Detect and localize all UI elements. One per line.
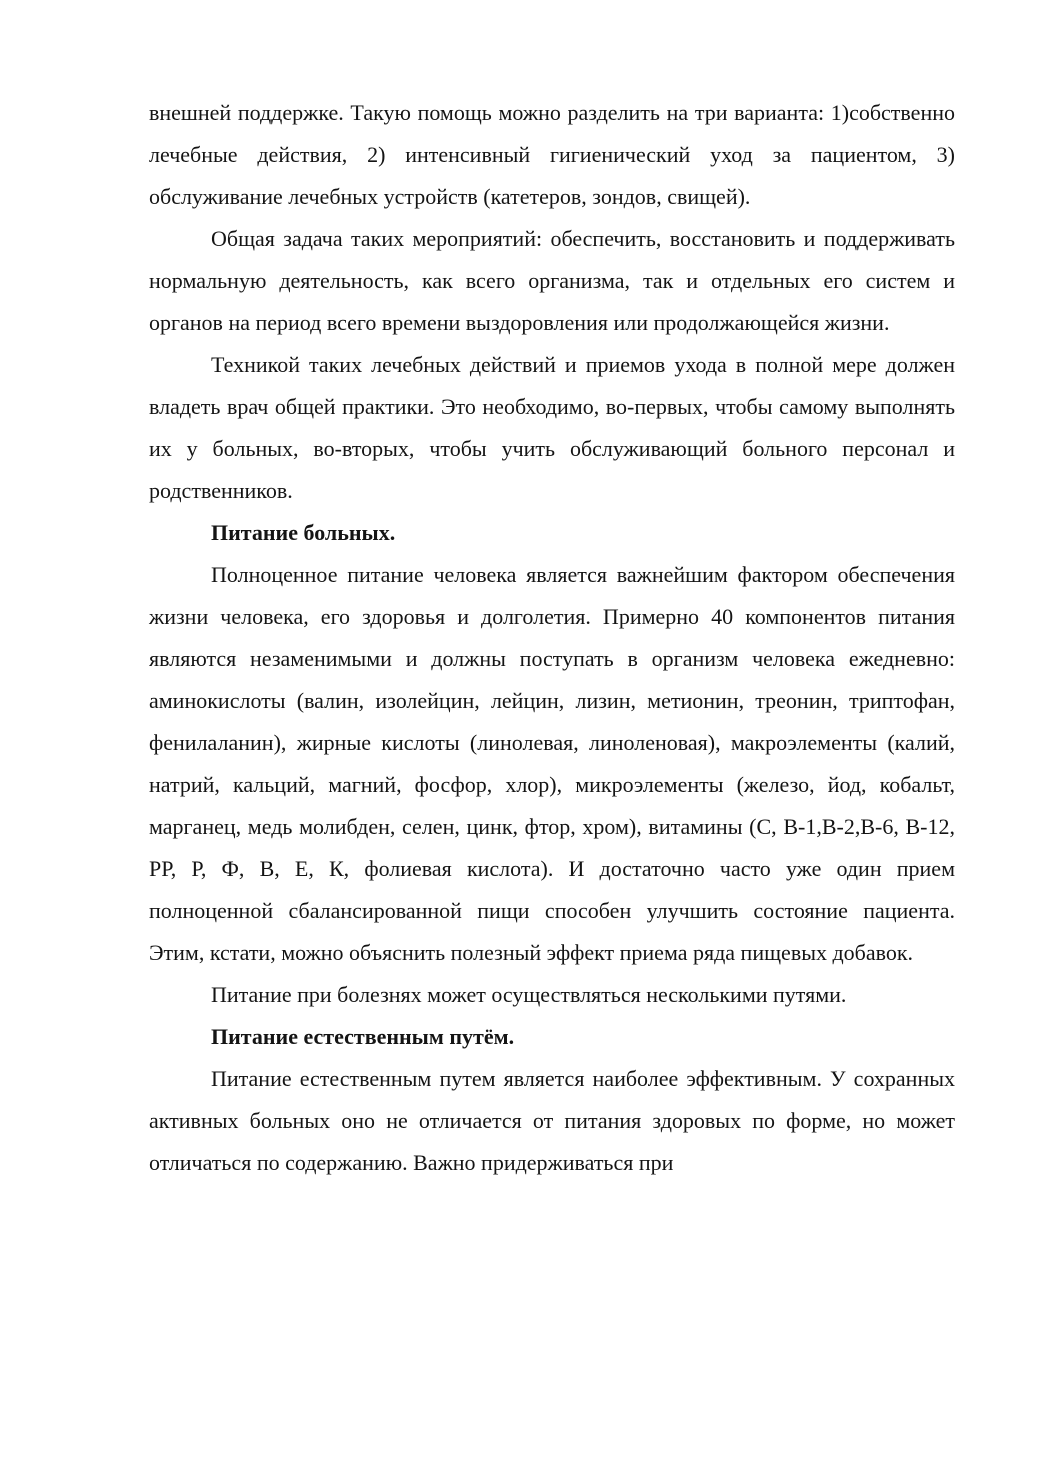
paragraph-continuation: внешней поддержке. Такую помощь можно разделить на три варианта: 1)собственно лечебные действия, 2) интенсивный гигиенический уход за пациентом, 3) обслуживание лечебных устройств (катетеров, зондов, свищей). (149, 100, 955, 209)
section-heading-natural-feeding: Питание естественным путём. (211, 1024, 515, 1049)
paragraph-general-task: Общая задача таких мероприятий: обеспечить, восстановить и поддерживать нормальную деятельность, как всего организма, так и отдельных его систем и органов на период всего времени выздоровления или продолжающейся жизни. (149, 226, 955, 335)
paragraph-technique: Техникой таких лечебных действий и приемов ухода в полной мере должен владеть врач общей практики. Это необходимо, во-первых, чтобы самому выполнять их у больных, во-вторых, чтобы учить обслуживающий больного персонал и родственников. (149, 352, 955, 503)
paragraph-natural-feeding: Питание естественным путем является наиболее эффективным. У сохранных активных больных оно не отличается от питания здоровых по форме, но может отличаться по содержанию. Важно придерживаться при (149, 1066, 955, 1175)
paragraph-nutrition-paths: Питание при болезнях может осуществляться несколькими путями. (211, 982, 847, 1007)
section-heading-nutrition: Питание больных. (211, 520, 396, 545)
paragraph-nutrition: Полноценное питание человека является важнейшим фактором обеспечения жизни человека, его здоровья и долголетия. Примерно 40 компонентов питания являются незаменимыми и должны поступать в организм человека ежедневно: аминокислоты (валин, изолейцин, лейцин, лизин, метионин, треонин, триптофан, фенилаланин), жирные кислоты (линолевая, линоленовая), макроэлементы (калий, натрий, кальций, магний, фосфор, хлор), микроэлементы (железо, йод, кобальт, марганец, медь молибден, селен, цинк, фтор, хром), витамины (С, В-1,В-2,В-6, В-12, РР, Р, Ф, В, Е, К, фолиевая кислота). И достаточно часто уже один прием полноценной сбалансированной пищи способен улучшить состояние пациента. Этим, кстати, можно объяснить полезный эффект приема ряда пищевых добавок. (149, 562, 955, 965)
document-page (149, 92, 955, 1184)
